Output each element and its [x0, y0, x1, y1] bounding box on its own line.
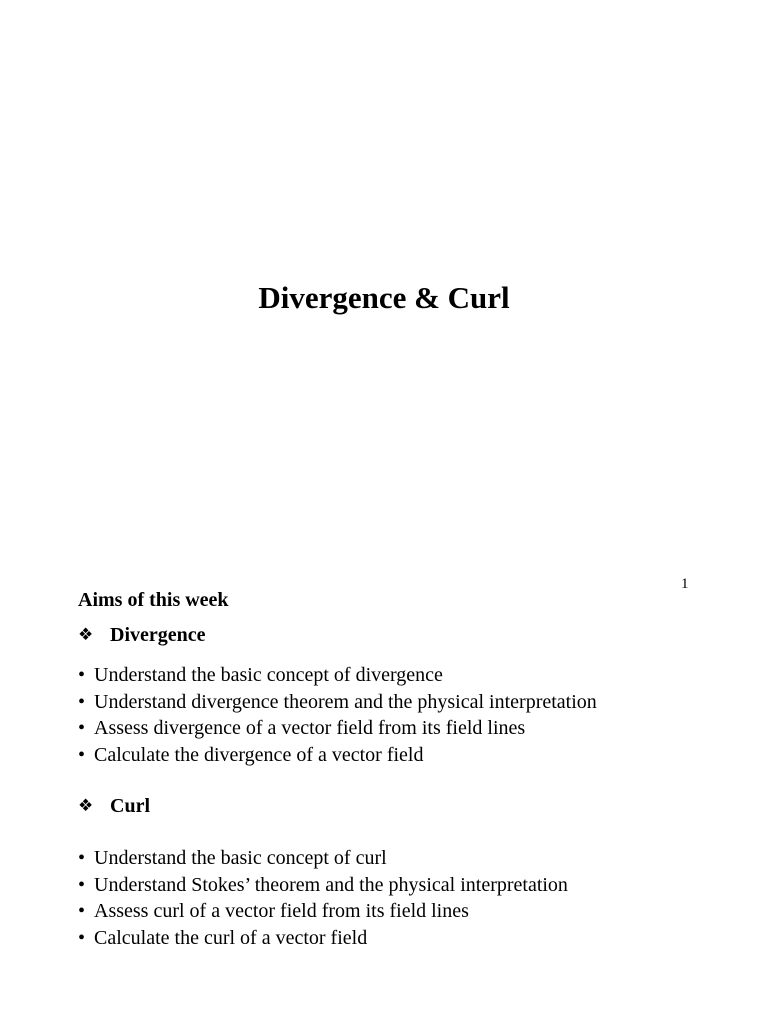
list-item: [78, 925, 568, 952]
section-heading-divergence: [78, 623, 206, 647]
list-item: [78, 872, 568, 899]
divergence-aims-list: [78, 662, 597, 769]
list-item: [78, 662, 597, 689]
aims-heading: Aims of this week: [78, 589, 229, 611]
list-item-text: Assess curl of a vector field from its field lines: [94, 900, 469, 923]
diamond-bullet-icon: ❖: [78, 796, 94, 815]
section-heading-label: Curl: [110, 795, 150, 817]
list-item: [78, 689, 597, 716]
bullet-dot-icon: •: [78, 664, 86, 686]
page-number: 1: [681, 576, 689, 592]
bullet-dot-icon: •: [78, 873, 86, 896]
list-item-text: Calculate the curl of a vector field: [94, 927, 368, 950]
bullet-dot-icon: •: [78, 690, 86, 713]
list-item: [78, 898, 568, 925]
section-heading-curl: [78, 794, 150, 818]
list-item-text: Assess divergence of a vector field from its field lines: [94, 717, 526, 740]
bullet-dot-icon: •: [78, 717, 86, 740]
bullet-dot-icon: •: [78, 744, 86, 767]
bullet-dot-icon: •: [78, 847, 86, 869]
bullet-dot-icon: •: [78, 927, 86, 950]
list-item-text: Understand the basic concept of divergence: [94, 664, 443, 686]
diamond-bullet-icon: ❖: [78, 625, 94, 644]
curl-aims-list: [78, 845, 568, 952]
bullet-dot-icon: •: [78, 900, 86, 923]
list-item: [78, 715, 597, 742]
list-item-text: Understand Stokes’ theorem and the physical interpretation: [94, 873, 568, 896]
list-item-text: Understand divergence theorem and the physical interpretation: [94, 690, 597, 713]
list-item: [78, 845, 568, 872]
page-title: Divergence & Curl: [258, 280, 510, 315]
section-heading-label: Divergence: [110, 624, 206, 646]
list-item-text: Understand the basic concept of curl: [94, 847, 387, 869]
list-item: [78, 742, 597, 769]
list-item-text: Calculate the divergence of a vector field: [94, 744, 424, 767]
